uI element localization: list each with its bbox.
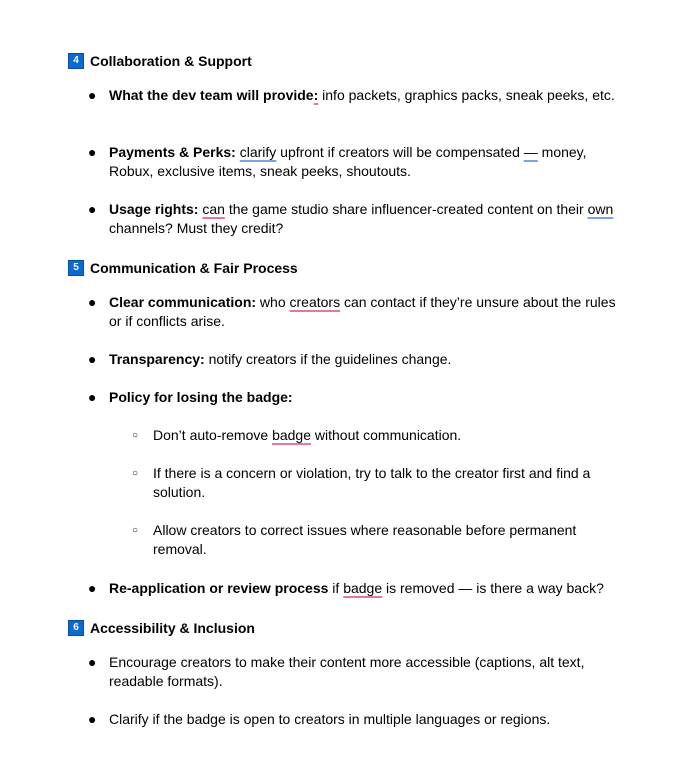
bullet-icon: ● [88,87,97,103]
list-item [88,653,618,691]
hollow-bullet-icon: ○ [132,468,139,479]
sub-list-item [132,521,612,559]
item-text: without communication. [311,427,462,443]
item-text: Clarify if the badge is open to creators in multiple languages or regions. [109,711,551,727]
number-4-icon: 4 [68,53,84,69]
section-title: Communication & Fair Process [90,260,298,276]
bullet-icon: ● [88,351,97,367]
list-item [88,350,618,369]
section-title: Accessibility & Inclusion [90,620,255,636]
bullet-icon: ● [88,389,97,405]
item-text: money, Robux, exclusive items, sneak peeks, shoutouts. [109,144,587,179]
item-bold-label: What the dev team will provide [109,87,314,103]
list-item [88,388,618,407]
item-bold-label: Re-application or review process [109,580,329,596]
list-item [88,143,618,181]
item-text: Allow creators to correct issues where reasonable before permanent removal. [153,522,577,557]
item-bold-label: Transparency: [109,351,205,367]
grammar-suggestion-word[interactable]: clarify [239,144,277,160]
number-5-icon: 5 [68,260,84,276]
sub-list-item [132,426,612,445]
number-6-icon: 6 [68,620,84,636]
section-title: Collaboration & Support [90,53,252,69]
item-bold-label: Policy for losing the badge: [109,389,293,405]
bullet-icon: ● [88,144,97,160]
list-item [88,579,628,598]
bullet-icon: ● [88,294,97,310]
bullet-icon: ● [88,711,97,727]
item-bold-label: Clear communication: [109,294,257,310]
spellcheck-word[interactable]: can [202,201,225,217]
list-item [88,710,618,729]
bullet-icon: ● [88,580,97,596]
list-item [88,293,618,331]
spellcheck-word[interactable]: creators [289,294,341,310]
item-text: can contact if they’re unsure about the rules or if conflicts arise. [109,294,616,329]
item-bold-label: Payments & Perks: [109,144,236,160]
list-item [88,86,618,105]
item-bold-label: Usage rights: [109,201,199,217]
grammar-suggestion-word[interactable]: own [587,201,614,217]
spellcheck-word[interactable]: badge [343,580,383,596]
bullet-icon: ● [88,654,97,670]
item-text: who [256,294,290,310]
section-heading-6 [68,620,255,636]
section-heading-5 [68,260,298,276]
item-text: If there is a concern or violation, try to talk to the creator first and find a solution. [153,465,591,500]
item-text: upfront if creators will be compensated [276,144,524,160]
item-text: Encourage creators to make their content more accessible (captions, alt text, readable formats). [109,654,585,689]
spellcheck-word[interactable]: badge [272,427,311,443]
item-text: channels? Must they credit? [109,220,284,236]
list-item [88,200,618,238]
bullet-icon: ● [88,201,97,217]
item-text: Don’t auto-remove [153,427,273,443]
hollow-bullet-icon: ○ [132,525,139,536]
hollow-bullet-icon: ○ [132,430,139,441]
item-text: notify creators if the guidelines change. [204,351,452,367]
item-text: info packets, graphics packs, sneak peeks, etc. [318,87,615,103]
item-text: the game studio share influencer-created content on their [224,201,588,217]
item-text: if [328,580,344,596]
item-text: is removed — is there a way back? [382,580,604,596]
sub-list-item [132,464,612,502]
section-heading-4 [68,53,252,69]
grammar-suggestion-word[interactable]: — [523,144,538,160]
spellcheck-mark: : [313,87,319,103]
